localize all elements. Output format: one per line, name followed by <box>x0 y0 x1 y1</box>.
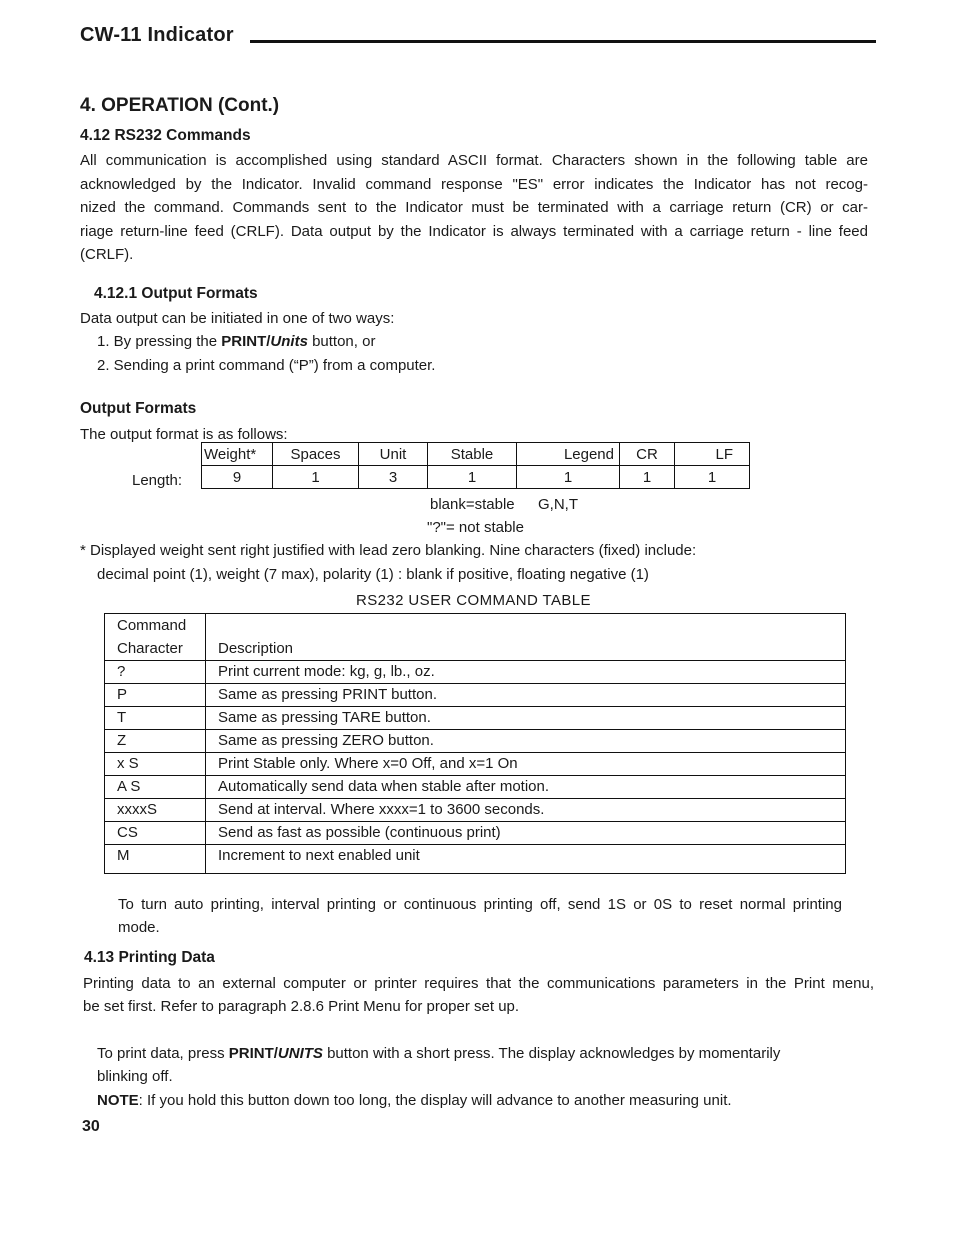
page-number: 30 <box>82 1118 100 1135</box>
table-row <box>105 845 846 874</box>
command-cell: A S <box>105 776 206 799</box>
subsection-heading-4-12: 4.12 RS232 Commands <box>80 127 251 144</box>
print-instruction-line-1 <box>97 1042 780 1066</box>
output-formats-heading: Output Formats <box>80 400 197 417</box>
auto-print-note-line-1: To turn auto printing, interval printing or continuous printing off, send 1S or 0S to reset normal printing <box>118 896 842 913</box>
format-header-row <box>202 443 750 466</box>
not-stable-note: "?"= not stable <box>427 519 524 536</box>
command-table-header <box>105 614 846 661</box>
section-heading: 4. OPERATION (Cont.) <box>80 95 280 116</box>
output-formats-intro: The output format is as follows: <box>80 426 288 443</box>
format-length-cell: 1 <box>620 466 675 489</box>
printing-data-line-1: Printing data to an external computer or printer requires that the communications parameters in the Print menu, <box>83 975 874 992</box>
description-cell: Same as pressing ZERO button. <box>206 730 846 753</box>
print-key-label: PRINT/ <box>228 1045 278 1062</box>
description-cell: Print Stable only. Where x=0 Off, and x=1 On <box>206 753 846 776</box>
format-header-lf: LF <box>675 443 750 466</box>
format-length-cell: 1 <box>517 466 620 489</box>
format-length-cell: 3 <box>359 466 428 489</box>
format-length-cell: 1 <box>428 466 517 489</box>
paragraph-line: All communication is accomplished using standard ASCII format. Characters shown in the following table are <box>80 152 868 169</box>
format-header-legend: Legend <box>517 443 620 466</box>
paragraph-line: nized the command. Commands sent to the Indicator must be terminated with a carriage return (CR) or car- <box>80 199 868 216</box>
format-header-weight: Weight* <box>202 443 273 466</box>
print-key-label: PRINT/ <box>221 333 271 350</box>
command-cell: Z <box>105 730 206 753</box>
units-key-label: UNITS <box>277 1045 323 1062</box>
command-table-caption: RS232 USER COMMAND TABLE <box>356 592 591 609</box>
command-cell: T <box>105 707 206 730</box>
instruction-text: To print data, press <box>97 1045 229 1062</box>
command-cell: M <box>105 845 206 874</box>
printing-data-line-2: be set first. Refer to paragraph 2.8.6 Print Menu for proper set up. <box>83 998 520 1015</box>
command-cell: xxxxS <box>105 799 206 822</box>
rs232-intro-paragraph <box>80 149 868 267</box>
description-cell: Automatically send data when stable after motion. <box>206 776 846 799</box>
description-cell: Print current mode: kg, g, lb., oz. <box>206 661 846 684</box>
table-row <box>105 799 846 822</box>
format-length-cell: 1 <box>273 466 359 489</box>
subsection-heading-4-12-1: 4.12.1 Output Formats <box>94 285 258 302</box>
command-header-line: Command <box>117 617 187 634</box>
output-format-table <box>201 442 750 489</box>
format-length-cell: 9 <box>202 466 273 489</box>
format-header-stable: Stable <box>428 443 517 466</box>
print-instruction-line-2: blinking off. <box>97 1068 173 1085</box>
document-title: CW-11 Indicator <box>80 24 234 46</box>
table-row <box>105 707 846 730</box>
description-cell: Same as pressing PRINT button. <box>206 684 846 707</box>
description-cell: Send at interval. Where xxxx=1 to 3600 seconds. <box>206 799 846 822</box>
paragraph-line: (CRLF). <box>80 246 134 263</box>
description-column-header: Description <box>206 614 846 661</box>
description-cell: Send as fast as possible (continuous print) <box>206 822 846 845</box>
command-cell: x S <box>105 753 206 776</box>
stable-note: blank=stable <box>430 496 515 513</box>
table-row <box>105 661 846 684</box>
legend-note: G,N,T <box>538 496 578 513</box>
note-line <box>97 1089 732 1113</box>
command-cell: P <box>105 684 206 707</box>
table-row <box>105 822 846 845</box>
command-column-header <box>105 614 206 661</box>
command-cell: ? <box>105 661 206 684</box>
command-cell: CS <box>105 822 206 845</box>
note-text: : If you hold this button down too long, the display will advance to another measuring unit. <box>138 1092 732 1109</box>
table-row <box>105 730 846 753</box>
header-rule <box>250 40 876 43</box>
paragraph-line: riage return-line feed (CRLF). Data output by the Indicator is always terminated with a carriage return - line feed <box>80 222 868 240</box>
footnote-line-1: * Displayed weight sent right justified with lead zero blanking. Nine characters (fixed) include: <box>80 542 697 559</box>
format-header-cr: CR <box>620 443 675 466</box>
note-label: NOTE <box>97 1092 139 1109</box>
description-cell: Increment to next enabled unit <box>206 845 846 874</box>
paragraph-line: acknowledged by the Indicator. Invalid command response "ES" error indicates the Indicator has not recog- <box>80 175 868 193</box>
rs232-command-table <box>104 613 846 874</box>
subsection-heading-4-13: 4.13 Printing Data <box>84 949 215 966</box>
description-cell: Same as pressing TARE button. <box>206 707 846 730</box>
list-item-1 <box>97 330 375 354</box>
format-length-cell: 1 <box>675 466 750 489</box>
table-row <box>105 753 846 776</box>
list-item-2: 2. Sending a print command (“P”) from a computer. <box>97 357 436 374</box>
format-header-unit: Unit <box>359 443 428 466</box>
table-row <box>105 684 846 707</box>
list-item-text: 1. By pressing the <box>97 333 222 350</box>
format-length-row <box>202 466 750 489</box>
units-key-label: Units <box>270 333 308 350</box>
list-item-text: button, or <box>307 333 376 350</box>
footnote-line-2: decimal point (1), weight (7 max), polarity (1) : blank if positive, floating negative (1) <box>97 566 649 583</box>
instruction-text: button with a short press. The display acknowledges by momentarily <box>322 1045 781 1062</box>
command-header-line: Character <box>117 640 183 657</box>
length-label: Length: <box>132 472 183 489</box>
output-intro: Data output can be initiated in one of two ways: <box>80 310 395 327</box>
table-row <box>105 776 846 799</box>
auto-print-note-line-2: mode. <box>118 919 160 936</box>
format-header-spaces: Spaces <box>273 443 359 466</box>
